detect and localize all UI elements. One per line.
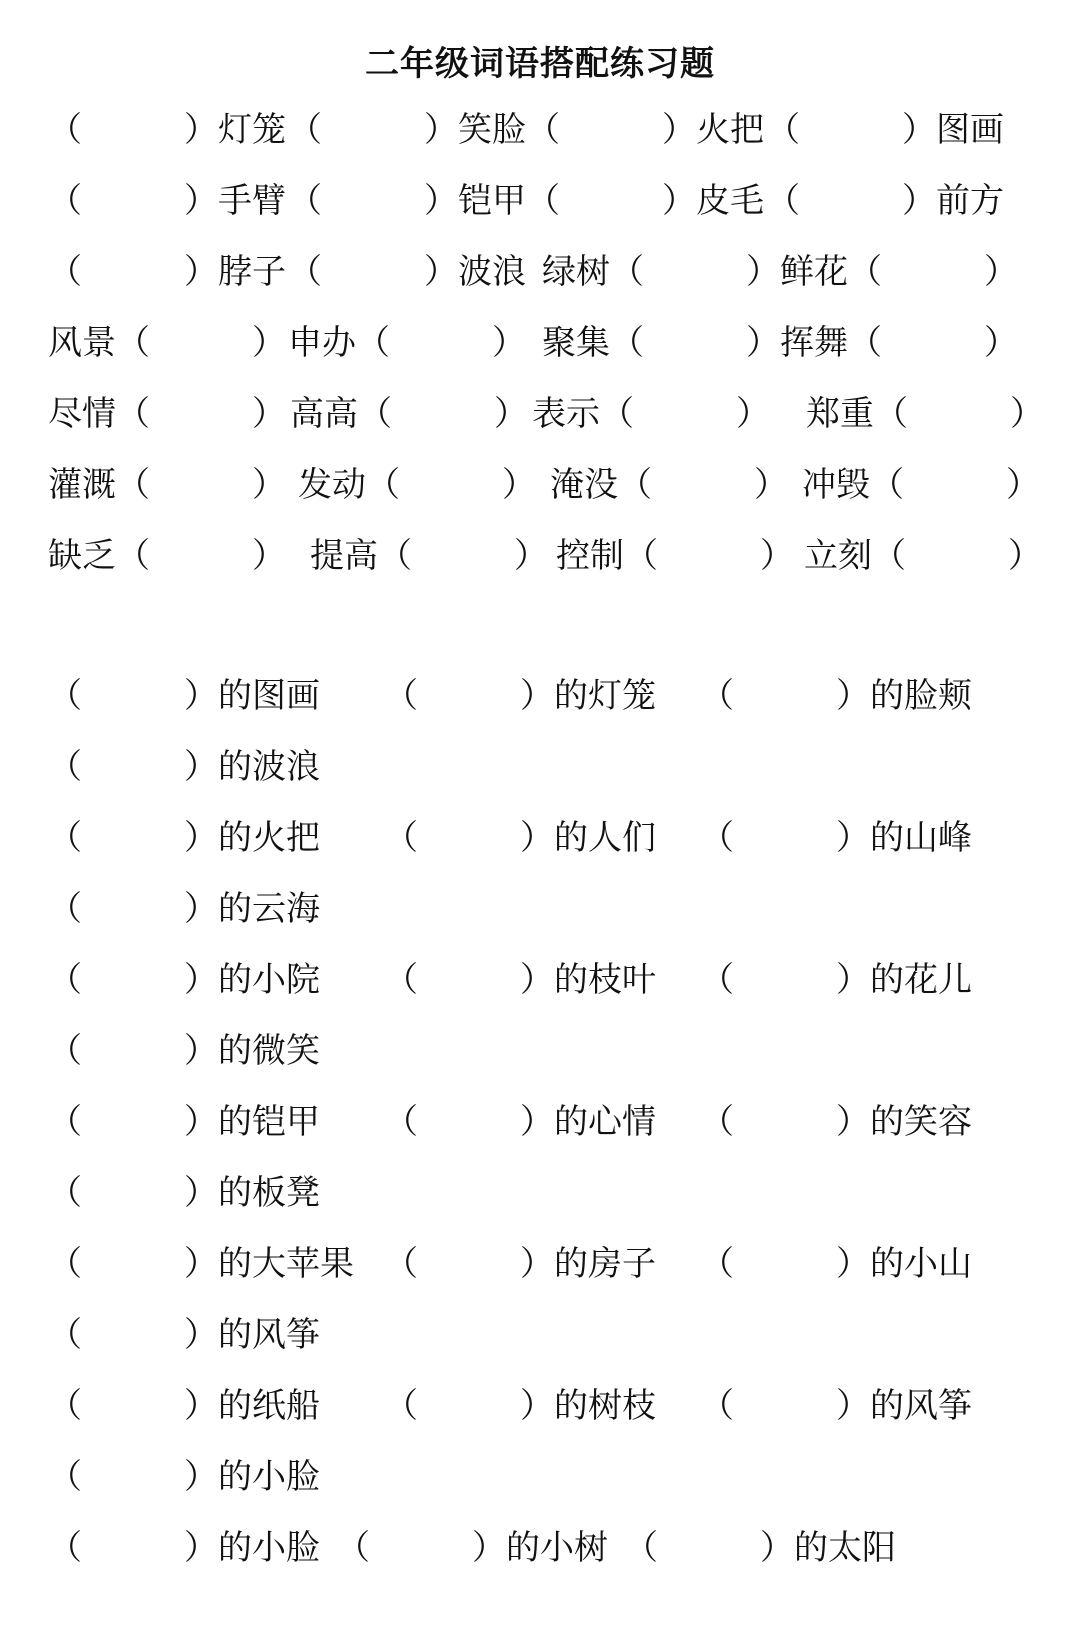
word-pair-item: 高高（ ） [290,394,528,434]
phrase-pair-item: （ ）的笑容 [700,1102,972,1142]
phrase-pair-item: （ ）的云海 [48,889,320,929]
word-pair-item: （ ）火把 [526,110,764,150]
word-pair-item: 郑重（ ） [806,394,1044,434]
word-pair-item: 风景（ ） [48,323,286,363]
phrase-pair-item: （ ）的太阳 [624,1528,896,1568]
phrase-pair-item: （ ）的波浪 [48,747,320,787]
phrase-pair-item: （ ）的心情 [384,1102,656,1142]
phrase-pair-item: （ ）的铠甲 [48,1102,320,1142]
phrase-pair-item: （ ）的树枝 [384,1386,656,1426]
word-pair-item: 淹没（ ） [550,465,788,505]
phrase-pair-item: （ ）的微笑 [48,1031,320,1071]
word-pair-item: 提高（ ） [310,536,548,576]
phrase-pair-item: （ ）的板凳 [48,1173,320,1213]
phrase-pair-item: （ ）的山峰 [700,818,972,858]
phrase-pair-item: （ ）的枝叶 [384,960,656,1000]
word-pair-item: （ ）波浪 [288,252,526,292]
phrase-pair-item: （ ）的灯笼 [384,676,656,716]
phrase-pair-item: （ ）的房子 [384,1244,656,1284]
word-pair-item: 灌溉（ ） [48,465,286,505]
word-pair-item: （ ）灯笼 [48,110,286,150]
word-pair-item: 申办（ ） [288,323,526,363]
word-pair-item: （ ）手臂 [48,181,286,221]
phrase-pair-item: （ ）的小院 [48,960,320,1000]
phrase-pair-item: （ ）的大苹果 [48,1244,354,1284]
word-pair-item: （ ）脖子 [48,252,286,292]
word-pair-item: 冲毁（ ） [802,465,1040,505]
phrase-pair-item: （ ）的纸船 [48,1386,320,1426]
word-pair-item: 立刻（ ） [804,536,1042,576]
word-pair-item: （ ）铠甲 [288,181,526,221]
phrase-pair-item: （ ）的小山 [700,1244,972,1284]
word-pair-item: 绿树（ ） [542,252,780,292]
word-pair-item: （ ）皮毛 [526,181,764,221]
word-pair-item: （ ）笑脸 [288,110,526,150]
phrase-pair-item: （ ）的脸颊 [700,676,972,716]
phrase-pair-item: （ ）的小树 [336,1528,608,1568]
word-pair-item: 尽情（ ） [48,394,286,434]
word-pair-item: 挥舞（ ） [780,323,1018,363]
phrase-pair-item: （ ）的火把 [48,818,320,858]
phrase-pair-item: （ ）的风筝 [48,1315,320,1355]
word-pair-item: 控制（ ） [556,536,794,576]
word-pair-item: （ ）图画 [766,110,1004,150]
word-pair-item: 发动（ ） [298,465,536,505]
word-pair-item: 鲜花（ ） [780,252,1018,292]
word-pair-item: 缺乏（ ） [48,536,286,576]
phrase-pair-item: （ ）的花儿 [700,960,972,1000]
phrase-pair-item: （ ）的风筝 [700,1386,972,1426]
phrase-pair-item: （ ）的小脸 [48,1528,320,1568]
phrase-pair-item: （ ）的小脸 [48,1457,320,1497]
phrase-pair-item: （ ）的人们 [384,818,656,858]
phrase-pair-item: （ ）的图画 [48,676,320,716]
word-pair-item: （ ）前方 [766,181,1004,221]
word-pair-item: 表示（ ） [532,394,770,434]
page-title: 二年级词语搭配练习题 [365,44,715,84]
word-pair-item: 聚集（ ） [542,323,780,363]
